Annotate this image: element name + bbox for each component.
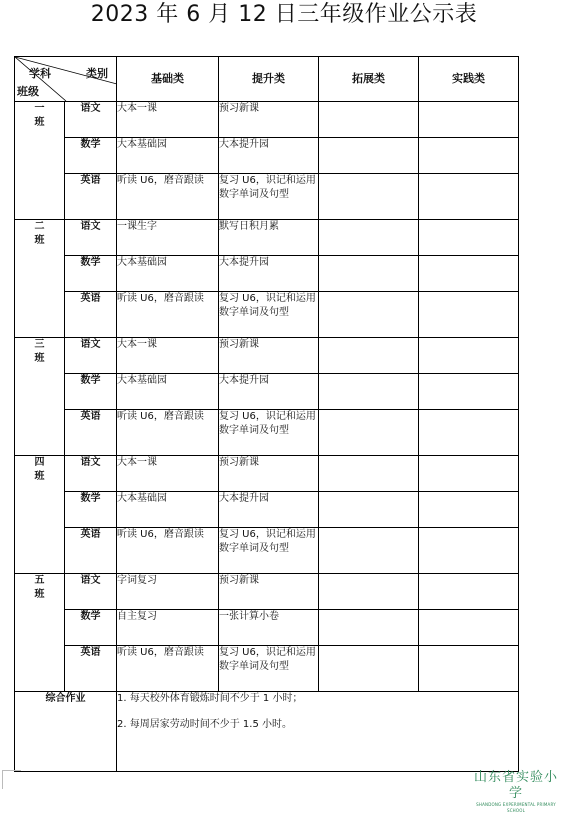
practice-cell bbox=[419, 528, 519, 574]
practice-cell bbox=[419, 610, 519, 646]
comprehensive-label: 综合作业 bbox=[15, 692, 117, 772]
subject-cell: 语文 bbox=[65, 338, 117, 374]
basic-cell: 大本基础园 bbox=[117, 256, 219, 292]
class-name-cell bbox=[15, 574, 65, 692]
comprehensive-content bbox=[117, 692, 519, 772]
basic-cell: 听读 U6，磨音跟读 bbox=[117, 292, 219, 338]
comprehensive-row bbox=[15, 692, 519, 772]
school-logo bbox=[470, 770, 562, 814]
comprehensive-item: 2. 每周居家劳动时间不少于 1.5 小时。 bbox=[117, 719, 292, 730]
subject-cell: 英语 bbox=[65, 528, 117, 574]
table-row bbox=[15, 610, 519, 646]
basic-cell: 大本一课 bbox=[117, 338, 219, 374]
practice-cell bbox=[419, 292, 519, 338]
basic-cell: 自主复习 bbox=[117, 610, 219, 646]
class-name: 五 班 bbox=[34, 575, 45, 600]
table-row bbox=[15, 574, 519, 610]
corner-header-cell bbox=[15, 57, 117, 102]
practice-cell bbox=[419, 492, 519, 528]
extended-cell bbox=[319, 338, 419, 374]
extended-cell bbox=[319, 574, 419, 610]
comprehensive-item: 1. 每天校外体育锻炼时间不少于 1 小时； bbox=[117, 693, 303, 704]
table-row bbox=[15, 492, 519, 528]
practice-cell bbox=[419, 256, 519, 292]
school-logo-english: SHANDONG EXPERIMENTAL PRIMARY SCHOOL bbox=[476, 802, 556, 813]
extended-cell bbox=[319, 102, 419, 138]
practice-cell bbox=[419, 646, 519, 692]
basic-cell: 大本一课 bbox=[117, 456, 219, 492]
table-row bbox=[15, 374, 519, 410]
class-name: 一 班 bbox=[34, 103, 45, 128]
subject-cell: 英语 bbox=[65, 292, 117, 338]
subject-cell: 数学 bbox=[65, 374, 117, 410]
basic-cell: 字词复习 bbox=[117, 574, 219, 610]
practice-cell bbox=[419, 102, 519, 138]
basic-cell: 听读 U6，磨音跟读 bbox=[117, 646, 219, 692]
basic-cell: 一课生字 bbox=[117, 220, 219, 256]
subject-cell: 语文 bbox=[65, 456, 117, 492]
advanced-cell: 一张计算小卷 bbox=[219, 610, 319, 646]
extended-cell bbox=[319, 138, 419, 174]
extended-cell bbox=[319, 456, 419, 492]
class-name-cell bbox=[15, 220, 65, 338]
class-name-cell bbox=[15, 338, 65, 456]
class-name-cell bbox=[15, 102, 65, 220]
extended-cell bbox=[319, 174, 419, 220]
subject-cell: 数学 bbox=[65, 256, 117, 292]
extended-cell bbox=[319, 492, 419, 528]
basic-cell: 大本一课 bbox=[117, 102, 219, 138]
extended-cell bbox=[319, 220, 419, 256]
corner-label-subject: 学科 bbox=[29, 67, 51, 80]
class-name-cell bbox=[15, 456, 65, 574]
table-row bbox=[15, 220, 519, 256]
extended-cell bbox=[319, 374, 419, 410]
page-title: 2023 年 6 月 12 日三年级作业公示表 bbox=[90, 2, 478, 27]
advanced-cell: 大本提升园 bbox=[219, 374, 319, 410]
subject-cell: 数学 bbox=[65, 492, 117, 528]
practice-cell bbox=[419, 574, 519, 610]
basic-cell: 大本基础园 bbox=[117, 138, 219, 174]
extended-cell bbox=[319, 528, 419, 574]
advanced-cell: 预习新课 bbox=[219, 456, 319, 492]
advanced-cell: 预习新课 bbox=[219, 102, 319, 138]
advanced-cell: 复习 U6，识记和运用数字单词及句型 bbox=[219, 646, 319, 692]
table-row bbox=[15, 174, 519, 220]
basic-cell: 大本基础园 bbox=[117, 374, 219, 410]
table-row bbox=[15, 456, 519, 492]
advanced-cell: 预习新课 bbox=[219, 574, 319, 610]
subject-cell: 语文 bbox=[65, 574, 117, 610]
advanced-cell: 默写日积月累 bbox=[219, 220, 319, 256]
column-header-extended: 拓展类 bbox=[319, 57, 419, 102]
advanced-cell: 预习新课 bbox=[219, 338, 319, 374]
subject-cell: 语文 bbox=[65, 102, 117, 138]
subject-cell: 语文 bbox=[65, 220, 117, 256]
homework-table bbox=[14, 56, 519, 772]
extended-cell bbox=[319, 292, 419, 338]
table-row bbox=[15, 256, 519, 292]
advanced-cell: 大本提升园 bbox=[219, 256, 319, 292]
school-logo-name: 山东省实验小学 bbox=[473, 770, 558, 801]
table-row bbox=[15, 528, 519, 574]
subject-cell: 英语 bbox=[65, 646, 117, 692]
practice-cell bbox=[419, 374, 519, 410]
extended-cell bbox=[319, 256, 419, 292]
subject-cell: 英语 bbox=[65, 174, 117, 220]
column-header-practice: 实践类 bbox=[419, 57, 519, 102]
corner-crop-mark bbox=[2, 770, 21, 789]
advanced-cell: 复习 U6，识记和运用数字单词及句型 bbox=[219, 292, 319, 338]
advanced-cell: 大本提升园 bbox=[219, 138, 319, 174]
table-row bbox=[15, 292, 519, 338]
table-row bbox=[15, 410, 519, 456]
basic-cell: 听读 U6，磨音跟读 bbox=[117, 410, 219, 456]
subject-cell: 英语 bbox=[65, 410, 117, 456]
advanced-cell: 复习 U6，识记和运用数字单词及句型 bbox=[219, 174, 319, 220]
column-header-basic: 基础类 bbox=[117, 57, 219, 102]
extended-cell bbox=[319, 646, 419, 692]
practice-cell bbox=[419, 410, 519, 456]
extended-cell bbox=[319, 410, 419, 456]
column-header-advanced: 提升类 bbox=[219, 57, 319, 102]
practice-cell bbox=[419, 338, 519, 374]
advanced-cell: 大本提升园 bbox=[219, 492, 319, 528]
table-row bbox=[15, 646, 519, 692]
practice-cell bbox=[419, 138, 519, 174]
basic-cell: 听读 U6，磨音跟读 bbox=[117, 528, 219, 574]
practice-cell bbox=[419, 220, 519, 256]
extended-cell bbox=[319, 610, 419, 646]
advanced-cell: 复习 U6，识记和运用数字单词及句型 bbox=[219, 528, 319, 574]
class-name: 四 班 bbox=[34, 457, 45, 482]
basic-cell: 听读 U6，磨音跟读 bbox=[117, 174, 219, 220]
corner-label-category: 类别 bbox=[86, 67, 108, 80]
practice-cell bbox=[419, 174, 519, 220]
class-name: 三 班 bbox=[34, 339, 45, 364]
table-row bbox=[15, 138, 519, 174]
header-row bbox=[15, 57, 519, 102]
table-row bbox=[15, 338, 519, 374]
class-name: 二 班 bbox=[34, 221, 45, 246]
subject-cell: 数学 bbox=[65, 610, 117, 646]
basic-cell: 大本基础园 bbox=[117, 492, 219, 528]
table-row bbox=[15, 102, 519, 138]
advanced-cell: 复习 U6，识记和运用数字单词及句型 bbox=[219, 410, 319, 456]
corner-label-class: 班级 bbox=[17, 85, 39, 98]
subject-cell: 数学 bbox=[65, 138, 117, 174]
practice-cell bbox=[419, 456, 519, 492]
